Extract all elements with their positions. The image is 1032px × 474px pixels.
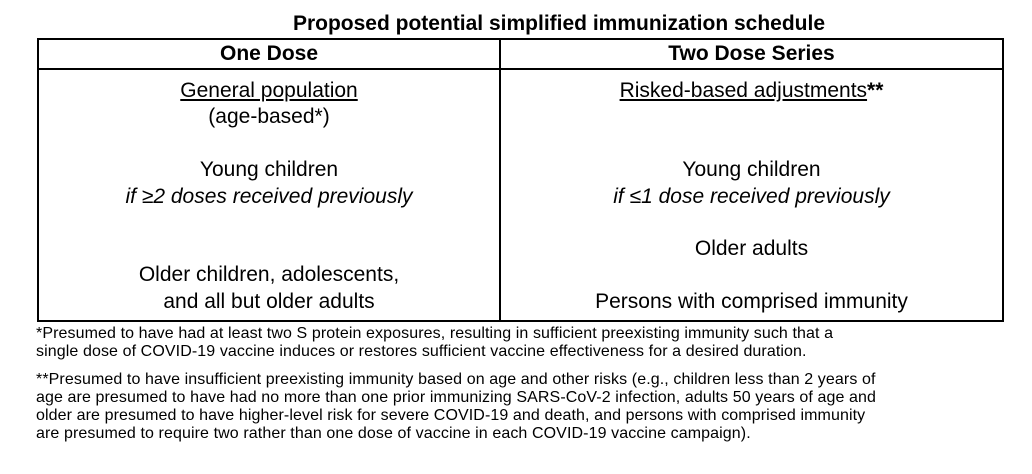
risk-based-marker: ** <box>867 79 884 102</box>
older-children-line-2: and all but older adults <box>163 290 375 313</box>
one-dose-group <box>39 78 499 104</box>
age-based-qualifier: (age-based*) <box>208 105 330 128</box>
footnote-line: *Presumed to have had at least two S protein exposures, resulting in sufficient preexisting immunity such that a <box>36 325 834 342</box>
compromised-immunity: Persons with comprised immunity <box>595 290 908 313</box>
older-children-line-1: Older children, adolescents, <box>138 263 400 286</box>
footnote-double-asterisk <box>36 371 1026 443</box>
footnote-line: age are presumed to have had no more than one prior immunizing SARS-CoV-2 infection, adults 50 years of age and <box>36 389 877 406</box>
one-dose-young-children: Young children <box>199 158 339 181</box>
two-dose-header: Two Dose Series <box>668 42 835 65</box>
footnote-line: **Presumed to have insufficient preexisting immunity based on age and other risks (e.g., children less than 2 years of <box>36 371 876 388</box>
footnote-line: single dose of COVID-19 vaccine induces or restores sufficient vaccine effectiveness for a desired duration. <box>36 343 807 360</box>
risk-based-label: Risked-based adjustments <box>619 79 868 102</box>
schedule-table <box>37 38 1004 322</box>
footnote-line: older are presumed to have higher-level risk for severe COVID-19 and death, and persons with comprised immunity <box>36 407 866 424</box>
two-dose-young-children-condition: if ≤1 dose received previously <box>613 185 890 208</box>
two-dose-group <box>501 78 1002 104</box>
header-rule <box>39 68 1002 70</box>
two-dose-young-children: Young children <box>682 158 821 181</box>
general-population-label: General population <box>180 79 358 102</box>
one-dose-young-children-condition: if ≥2 doses received previously <box>125 185 413 208</box>
one-dose-header: One Dose <box>219 42 319 65</box>
footnote-single-asterisk <box>36 325 1026 361</box>
older-adults: Older adults <box>694 237 809 260</box>
footnote-line: are presumed to require two rather than one dose of vaccine in each COVID-19 vaccine campaign). <box>36 425 751 442</box>
schedule-title: Proposed potential simplified immunization schedule <box>292 12 826 35</box>
